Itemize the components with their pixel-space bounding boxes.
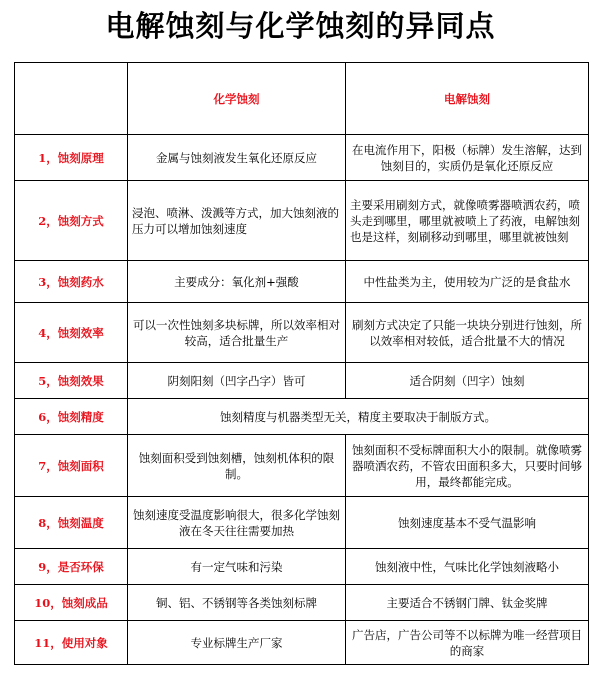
header-blank-cell	[15, 63, 128, 135]
header-electrolytic-etching: 电解蚀刻	[346, 63, 589, 135]
row-label: 6，蚀刻精度	[15, 399, 128, 435]
table-header-row	[15, 63, 589, 135]
comparison-table	[14, 62, 589, 665]
electrolytic-cell: 主要采用刷刻方式，就像喷雾器喷洒农药，喷头走到哪里，哪里就被喷上了药液，电解蚀刻也是这样，刻刷移动到哪里，哪里就被蚀刻	[346, 181, 589, 261]
chemical-cell: 专业标牌生产厂家	[128, 621, 346, 665]
table-row-temperature	[15, 497, 589, 549]
table-row-precision	[15, 399, 589, 435]
page-title: 电解蚀刻与化学蚀刻的异同点	[105, 9, 496, 43]
row-label: 8，蚀刻温度	[15, 497, 128, 549]
table-row-users	[15, 621, 589, 665]
row-label: 3，蚀刻药水	[15, 261, 128, 303]
electrolytic-cell: 适合阴刻（凹字）蚀刻	[346, 363, 589, 399]
electrolytic-cell: 蚀刻速度基本不受气温影响	[346, 497, 589, 549]
table-row-method	[15, 181, 589, 261]
row-label: 7，蚀刻面积	[15, 435, 128, 497]
electrolytic-cell: 刷刻方式决定了只能一块块分别进行蚀刻，所以效率相对较低，适合批量不大的情况	[346, 303, 589, 363]
row-label: 10，蚀刻成品	[15, 585, 128, 621]
table-row-solution	[15, 261, 589, 303]
chemical-cell: 可以一次性蚀刻多块标牌，所以效率相对较高，适合批量生产	[128, 303, 346, 363]
table-row-principle	[15, 135, 589, 181]
electrolytic-cell: 蚀刻液中性，气味比化学蚀刻液略小	[346, 549, 589, 585]
row-label: 4，蚀刻效率	[15, 303, 128, 363]
row-label: 11，使用对象	[15, 621, 128, 665]
table-row-efficiency	[15, 303, 589, 363]
row-label: 9，是否环保	[15, 549, 128, 585]
table-row-environment	[15, 549, 589, 585]
chemical-cell: 蚀刻速度受温度影响很大，很多化学蚀刻液在冬天往往需要加热	[128, 497, 346, 549]
chemical-cell: 浸泡、喷淋、泼溅等方式，加大蚀刻液的压力可以增加蚀刻速度	[128, 181, 346, 261]
header-chemical-etching: 化学蚀刻	[128, 63, 346, 135]
table-row-effect	[15, 363, 589, 399]
merged-cell: 蚀刻精度与机器类型无关，精度主要取决于制版方式。	[128, 399, 589, 435]
chemical-cell: 有一定气味和污染	[128, 549, 346, 585]
chemical-cell: 铜、铝、不锈钢等各类蚀刻标牌	[128, 585, 346, 621]
row-label: 2，蚀刻方式	[15, 181, 128, 261]
chemical-cell: 主要成分：氧化剂+强酸	[128, 261, 346, 303]
chemical-cell: 金属与蚀刻液发生氧化还原反应	[128, 135, 346, 181]
electrolytic-cell: 在电流作用下，阳极（标牌）发生溶解，达到蚀刻目的，实质仍是氧化还原反应	[346, 135, 589, 181]
electrolytic-cell: 主要适合不锈钢门牌、钛金奖牌	[346, 585, 589, 621]
row-label: 5，蚀刻效果	[15, 363, 128, 399]
electrolytic-cell: 蚀刻面积不受标牌面积大小的限制。就像喷雾器喷洒农药，不管农田面积多大，只要时间够用，最终都能完成。	[346, 435, 589, 497]
table-row-area	[15, 435, 589, 497]
chemical-cell: 蚀刻面积受到蚀刻槽，蚀刻机体积的限制。	[128, 435, 346, 497]
row-label: 1，蚀刻原理	[15, 135, 128, 181]
table-row-products	[15, 585, 589, 621]
chemical-cell: 阴刻阳刻（凹字凸字）皆可	[128, 363, 346, 399]
electrolytic-cell: 广告店，广告公司等不以标牌为唯一经营项目的商家	[346, 621, 589, 665]
electrolytic-cell: 中性盐类为主，使用较为广泛的是食盐水	[346, 261, 589, 303]
